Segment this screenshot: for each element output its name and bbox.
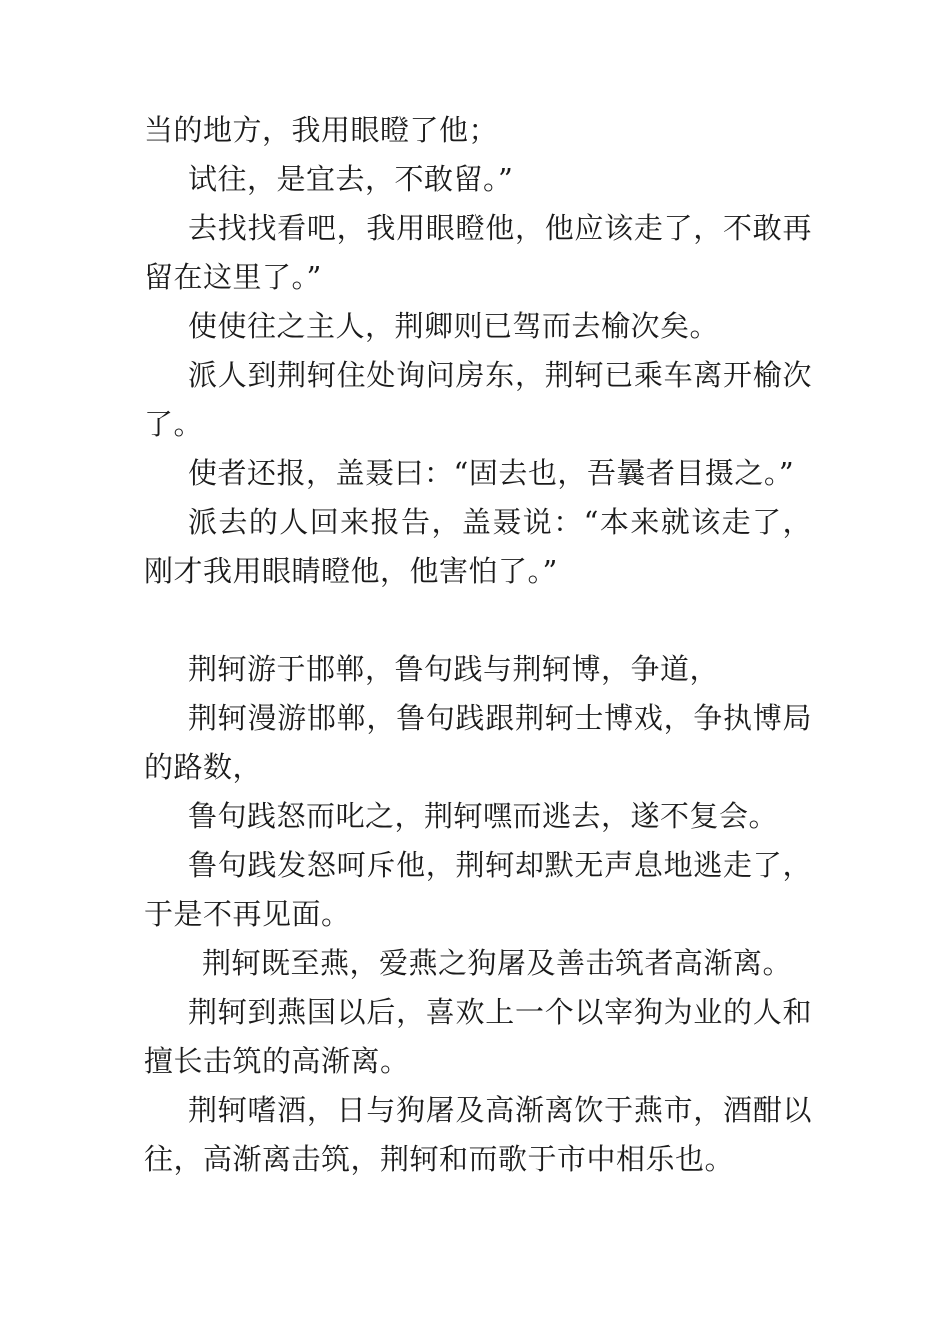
paragraph: 荆轲嗜酒，日与狗屠及高渐离饮于燕市，酒酣以往，高渐离击筑，荆轲和而歌于市中相乐也。 bbox=[144, 1093, 812, 1176]
paragraph: 鲁句践怒而叱之，荆轲嘿而逃去，遂不复会。 bbox=[188, 799, 779, 833]
paragraph: 试往，是宜去，不敢留。” bbox=[188, 162, 514, 196]
paragraph: 当的地方，我用眼瞪了他； bbox=[144, 113, 499, 147]
paragraph: 荆轲游于邯郸，鲁句践与荆轲博，争道， bbox=[188, 652, 720, 686]
paragraph: 使使往之主人，荆卿则已驾而去榆次矣。 bbox=[188, 309, 720, 343]
paragraph: 荆轲漫游邯郸，鲁句践跟荆轲士博戏，争执博局的路数， bbox=[144, 701, 812, 784]
paragraph: 使者还报，盖聂曰：“固去也，吾曩者目摄之。” bbox=[188, 456, 795, 490]
paragraph: 荆轲既至燕，爱燕之狗屠及善击筑者高渐离。 bbox=[202, 946, 793, 980]
paragraph: 派人到荆轲住处询问房东，荆轲已乘车离开榆次了。 bbox=[144, 358, 812, 441]
paragraph: 去找找看吧，我用眼瞪他，他应该走了，不敢再留在这里了。” bbox=[144, 211, 812, 294]
paragraph: 派去的人回来报告，盖聂说：“本来就该走了，刚才我用眼睛瞪他，他害怕了。” bbox=[144, 505, 812, 588]
paragraph: 鲁句践发怒呵斥他，荆轲却默无声息地逃走了，于是不再见面。 bbox=[144, 848, 812, 931]
body-text bbox=[144, 106, 812, 1184]
paragraph: 荆轲到燕国以后，喜欢上一个以宰狗为业的人和擅长击筑的高渐离。 bbox=[144, 995, 812, 1078]
section-gap bbox=[144, 596, 812, 645]
